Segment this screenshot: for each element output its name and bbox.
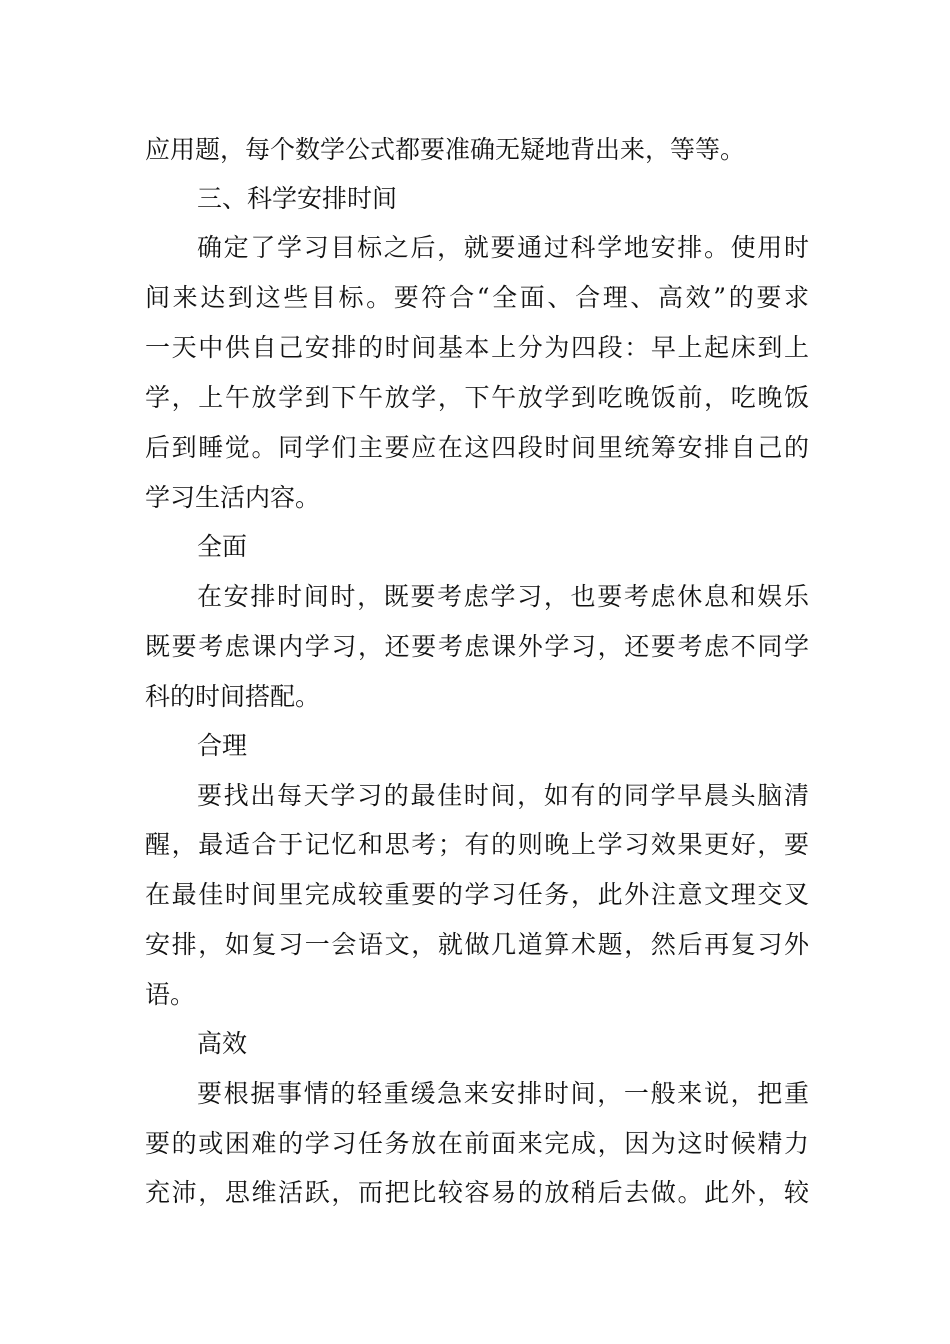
text-line: 间来达到这些目标。要符合“全面、合理、高效”的要求 bbox=[145, 283, 809, 312]
text-line: 在安排时间时，既要考虑学习，也要考虑休息和娱乐 bbox=[197, 582, 809, 611]
text-line: 后到睡觉。同学们主要应在这四段时间里统筹安排自己的 bbox=[145, 433, 809, 462]
text-line: 充沛，思维活跃，而把比较容易的放稍后去做。此外，较 bbox=[145, 1178, 809, 1207]
text-line: 学，上午放学到下午放学，下午放学到吃晚饭前，吃晚饭 bbox=[145, 383, 809, 412]
text-line: 语。 bbox=[145, 980, 196, 1009]
text-line: 应用题，每个数学公式都要准确无疑地背出来，等等。 bbox=[145, 135, 746, 164]
text-line: 一天中供自己安排的时间基本上分为四段：早上起床到上 bbox=[145, 333, 809, 362]
text-line: 要的或困难的学习任务放在前面来完成，因为这时候精力 bbox=[145, 1129, 809, 1158]
text-line: 确定了学习目标之后，就要通过科学地安排。使用时 bbox=[197, 233, 809, 262]
text-line: 既要考虑课内学习，还要考虑课外学习，还要考虑不同学 bbox=[145, 632, 809, 661]
subheading: 高效 bbox=[197, 1029, 248, 1058]
text-line: 在最佳时间里完成较重要的学习任务，此外注意文理交叉 bbox=[145, 880, 809, 909]
text-line: 科的时间搭配。 bbox=[145, 682, 321, 711]
text-line: 醒，最适合于记忆和思考；有的则晚上学习效果更好，要 bbox=[145, 830, 809, 859]
section-heading: 三、科学安排时间 bbox=[197, 184, 398, 213]
subheading: 合理 bbox=[197, 731, 248, 760]
text-line: 安排，如复习一会语文，就做几道算术题，然后再复习外 bbox=[145, 930, 809, 959]
text-line: 要找出每天学习的最佳时间，如有的同学早晨头脑清 bbox=[197, 781, 809, 810]
text-line: 学习生活内容。 bbox=[145, 483, 321, 512]
text-line: 要根据事情的轻重缓急来安排时间，一般来说，把重 bbox=[197, 1079, 809, 1108]
subheading: 全面 bbox=[197, 532, 248, 561]
